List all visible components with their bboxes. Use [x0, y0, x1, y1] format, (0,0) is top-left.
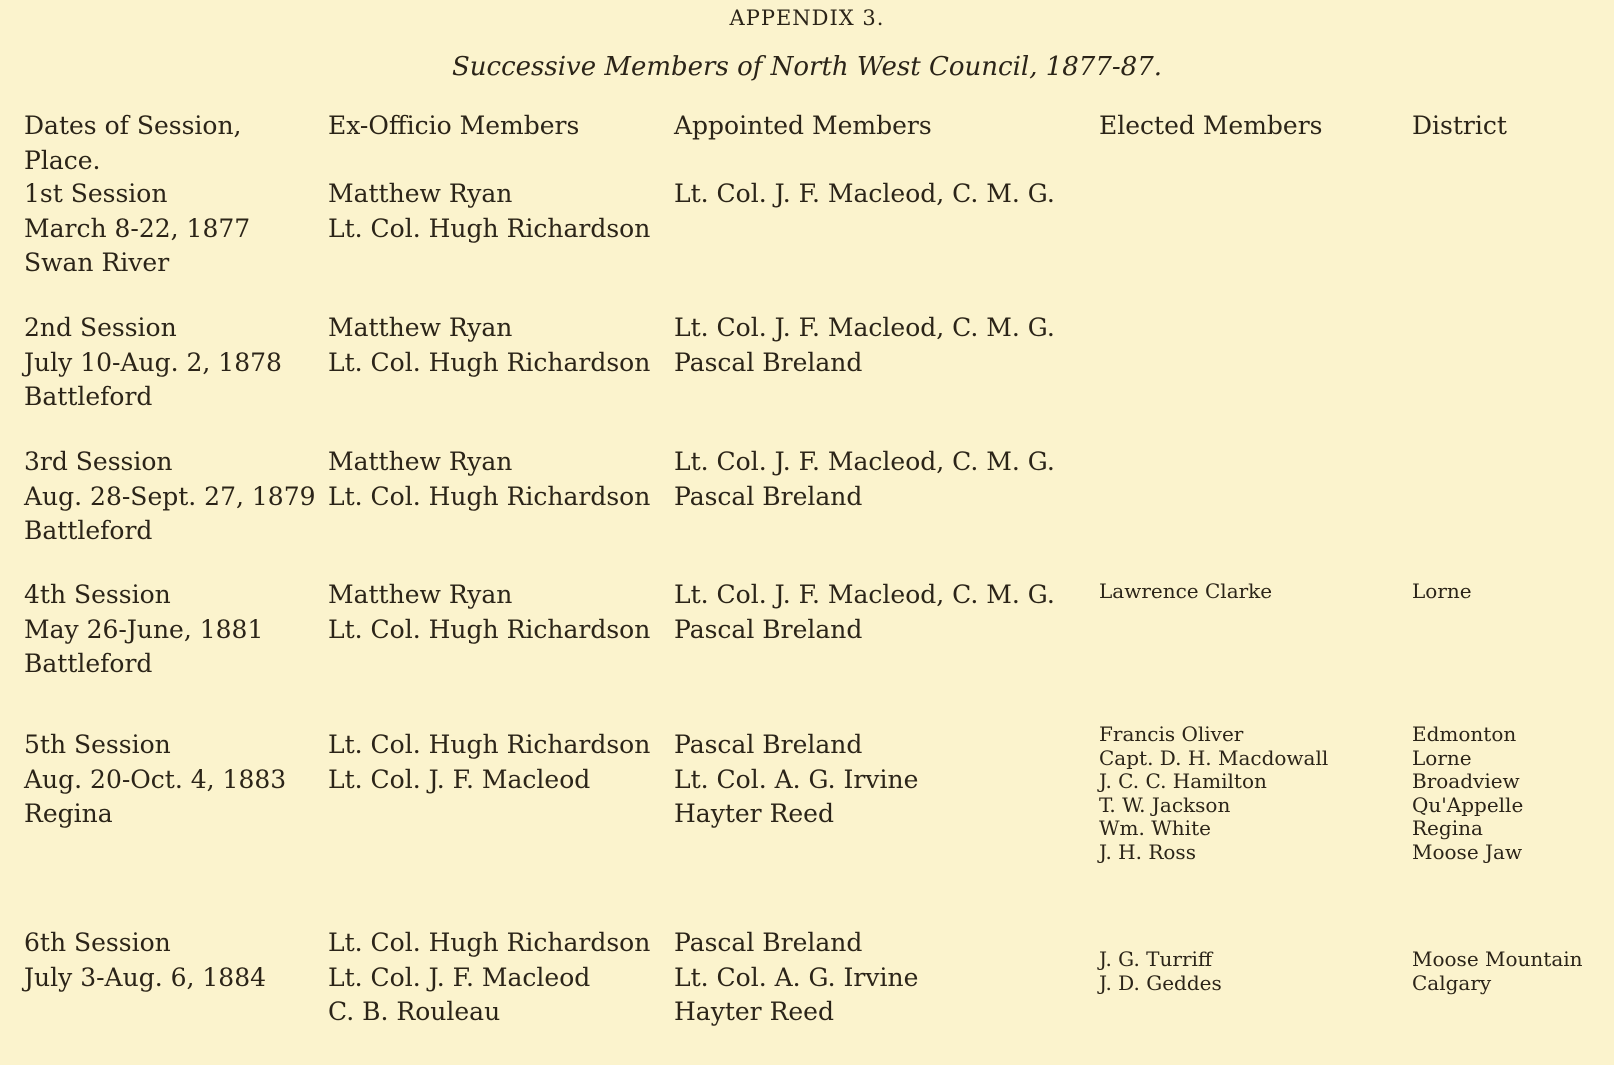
appointed-members-line: Pascal Breland: [674, 347, 863, 377]
header-elected: Elected Members: [1099, 111, 1323, 140]
session-dates-line: Swan River: [24, 248, 170, 277]
session-dates-line: Aug. 20-Oct. 4, 1883: [24, 764, 287, 794]
appointed-members-line: Pascal Breland: [674, 614, 863, 644]
appointed-members-line: Lt. Col. J. F. Macleod, C. M. G.: [674, 179, 1055, 208]
session-dates-line: 5th Session: [24, 730, 171, 759]
session-dates-line: 6th Session: [24, 928, 171, 957]
session-dates-line: March 8-22, 1877: [24, 213, 251, 243]
appointed-members-line: Pascal Breland: [674, 730, 863, 759]
elected-members-line: Wm. White: [1099, 816, 1211, 840]
ex-officio-members: [328, 445, 673, 514]
districts-line: Qu'Appelle: [1412, 792, 1524, 817]
appointed-members-line: Lt. Col. A. G. Irvine: [674, 962, 919, 992]
elected-members-line: J. C. C. Hamilton: [1099, 769, 1267, 793]
header-dates-line: Dates of Session,: [24, 111, 242, 140]
header-ex-officio: Ex-Officio Members: [328, 111, 580, 140]
session-dates-line: July 3-Aug. 6, 1884: [24, 962, 267, 992]
session-dates-line: Battleford: [24, 382, 153, 411]
header-appointed: Appointed Members: [674, 111, 932, 140]
elected-members: [1099, 723, 1409, 864]
table-title: Successive Members of North West Council, 1877-87.: [451, 52, 1163, 82]
session-dates-line: May 26-June, 1881: [24, 614, 264, 644]
ex-officio-members-line: Matthew Ryan: [328, 580, 513, 609]
ex-officio-members-line: Lt. Col. Hugh Richardson: [328, 213, 651, 243]
appointed-members-line: Hayter Reed: [674, 799, 834, 828]
session-dates-line: Battleford: [24, 516, 153, 545]
districts-line: Regina: [1412, 816, 1483, 840]
session-dates-line: 4th Session: [24, 580, 171, 609]
ex-officio-members-line: Matthew Ryan: [328, 447, 513, 476]
ex-officio-members: [328, 578, 673, 647]
appendix-heading: APPENDIX 3.: [729, 6, 885, 30]
header-dates-line: Place.: [24, 145, 101, 175]
ex-officio-members: [328, 728, 673, 797]
ex-officio-members-line: Lt. Col. J. F. Macleod: [328, 962, 591, 992]
appointed-members: [674, 311, 1094, 380]
districts-line: Lorne: [1412, 745, 1472, 770]
session-dates-line: 2nd Session: [24, 313, 177, 342]
elected-members: [1099, 948, 1409, 995]
elected-members-line: J. G. Turriff: [1099, 947, 1213, 971]
elected-members-line: T. W. Jackson: [1099, 792, 1231, 817]
session-dates: [24, 177, 324, 281]
session-dates: [24, 311, 324, 415]
elected-members-line: Capt. D. H. Macdowall: [1099, 745, 1329, 770]
elected-members: [1099, 580, 1409, 604]
districts-line: Calgary: [1412, 970, 1492, 995]
header-dates: [24, 109, 324, 178]
ex-officio-members-line: C. B. Rouleau: [328, 997, 501, 1026]
session-dates-line: Aug. 28-Sept. 27, 1879: [24, 481, 316, 511]
districts-line: Broadview: [1412, 769, 1520, 793]
ex-officio-members-line: Lt. Col. Hugh Richardson: [328, 614, 651, 644]
session-dates: [24, 578, 324, 682]
ex-officio-members: [328, 311, 673, 380]
appointed-members-line: Lt. Col. J. F. Macleod, C. M. G.: [674, 447, 1055, 476]
session-dates: [24, 445, 324, 549]
appointed-members: [674, 445, 1094, 514]
ex-officio-members-line: Lt. Col. Hugh Richardson: [328, 347, 651, 377]
session-dates-line: Regina: [24, 799, 113, 828]
districts: [1412, 580, 1612, 604]
session-dates: [24, 926, 324, 995]
districts: [1412, 723, 1612, 864]
session-dates-line: 1st Session: [24, 179, 168, 208]
appointed-members-line: Lt. Col. J. F. Macleod, C. M. G.: [674, 313, 1055, 342]
appointed-members: [674, 728, 1094, 832]
ex-officio-members-line: Matthew Ryan: [328, 313, 513, 342]
ex-officio-members: [328, 926, 673, 1030]
appointed-members: [674, 578, 1094, 647]
ex-officio-members-line: Matthew Ryan: [328, 179, 513, 208]
appointed-members-line: Pascal Breland: [674, 928, 863, 957]
appointed-members-line: Lt. Col. J. F. Macleod, C. M. G.: [674, 580, 1055, 609]
districts-line: Moose Mountain: [1412, 947, 1583, 971]
ex-officio-members: [328, 177, 673, 246]
session-dates: [24, 728, 324, 832]
ex-officio-members-line: Lt. Col. Hugh Richardson: [328, 481, 651, 511]
elected-members-line: J. D. Geddes: [1099, 970, 1222, 995]
ex-officio-members-line: Lt. Col. Hugh Richardson: [328, 928, 651, 957]
ex-officio-members-line: Lt. Col. Hugh Richardson: [328, 730, 651, 759]
session-dates-line: 3rd Session: [24, 447, 173, 476]
elected-members-line: Lawrence Clarke: [1099, 579, 1273, 603]
appointed-members-line: Lt. Col. A. G. Irvine: [674, 764, 919, 794]
districts-line: Lorne: [1412, 579, 1472, 603]
districts: [1412, 948, 1612, 995]
session-dates-line: July 10-Aug. 2, 1878: [24, 347, 282, 377]
elected-members-line: J. H. Ross: [1099, 839, 1196, 864]
districts-line: Moose Jaw: [1412, 839, 1523, 864]
elected-members-line: Francis Oliver: [1099, 722, 1244, 746]
ex-officio-members-line: Lt. Col. J. F. Macleod: [328, 764, 591, 794]
districts-line: Edmonton: [1412, 722, 1517, 746]
appointed-members: [674, 177, 1094, 212]
appointed-members: [674, 926, 1094, 1030]
appointed-members-line: Hayter Reed: [674, 997, 834, 1026]
session-dates-line: Battleford: [24, 649, 153, 678]
appointed-members-line: Pascal Breland: [674, 481, 863, 511]
header-district: District: [1412, 111, 1507, 140]
